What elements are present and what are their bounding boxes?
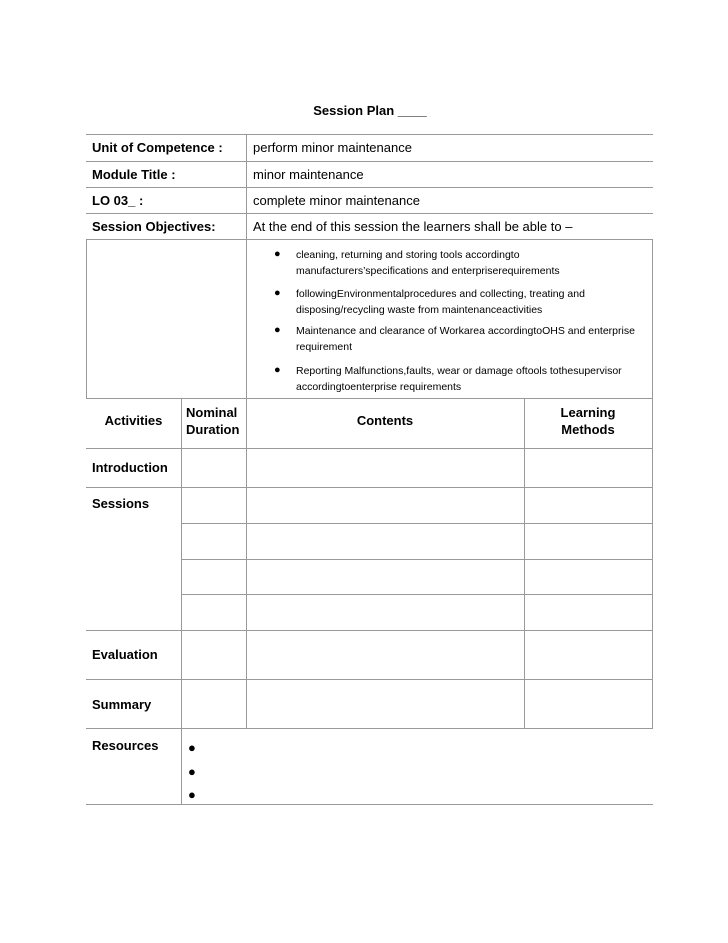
resources-label: Resources [92,738,159,753]
table-rule [86,728,653,729]
objective-line: Maintenance and clearance of Workarea accordingtoOHS and enterprise [296,325,635,337]
page-title: Session Plan ____ [313,103,427,118]
session-objectives-value: At the end of this session the learners shall be able to – [253,219,573,234]
module-title-label: Module Title : [92,167,176,182]
table-rule [181,523,653,524]
nominal-duration-header [186,404,239,438]
table-rule [181,559,653,560]
objective-line: accordingtoenterprise requirements [296,381,462,393]
table-rule [181,398,182,804]
table-rule [86,679,653,680]
objective-item [296,286,656,318]
table-rule [86,804,653,805]
objective-line: disposing/recycling waste from maintenanceactivities [296,304,543,316]
objective-item [296,323,656,355]
unit-of-competence-value: perform minor maintenance [253,140,412,155]
lo-value: complete minor maintenance [253,193,420,208]
table-rule [86,239,87,398]
activities-header: Activities [104,413,163,428]
objective-bullet: ● [274,364,281,376]
objective-line: followingEnvironmentalprocedures and collecting, treating and [296,288,585,300]
resource-bullet: ● [188,764,196,779]
learning-header-line: Learning [560,405,616,420]
table-rule [86,630,653,631]
objective-bullet: ● [274,324,281,336]
table-rule [86,487,653,488]
table-rule [86,134,653,135]
resource-bullet: ● [188,787,196,802]
contents-header: Contents [356,413,414,428]
resource-bullet: ● [188,740,196,755]
table-rule [652,398,653,728]
methods-header-line: Methods [561,422,615,437]
table-rule [86,239,653,240]
objective-line: requirement [296,341,353,353]
introduction-label: Introduction [92,460,168,475]
table-rule [246,398,247,728]
learning-methods-header [524,404,652,438]
objective-line: Reporting Malfunctions,faults, wear or damage oftools tothesupervisor [296,365,622,377]
objective-line: cleaning, returning and storing tools accordingto [296,249,520,261]
objective-bullet: ● [274,287,281,299]
summary-label: Summary [92,697,152,712]
unit-of-competence-label: Unit of Competence : [92,140,223,155]
objective-item [296,247,656,279]
table-rule [86,161,653,162]
lo-label: LO 03_ : [92,193,144,208]
table-rule [524,398,525,728]
table-rule [86,213,653,214]
objective-line: manufacturers’specifications and enterpriserequirements [296,265,560,277]
duration-header-line: Duration [186,422,240,437]
table-rule [181,594,653,595]
table-rule [86,448,653,449]
table-rule [86,187,653,188]
sessions-label: Sessions [92,496,150,511]
evaluation-label: Evaluation [92,647,158,662]
module-title-value: minor maintenance [253,167,364,182]
table-rule [86,398,653,399]
nominal-header-line: Nominal [186,405,238,420]
objective-bullet: ● [274,248,281,260]
objective-item [296,363,656,395]
session-objectives-label: Session Objectives: [92,219,216,234]
table-rule [246,134,247,398]
